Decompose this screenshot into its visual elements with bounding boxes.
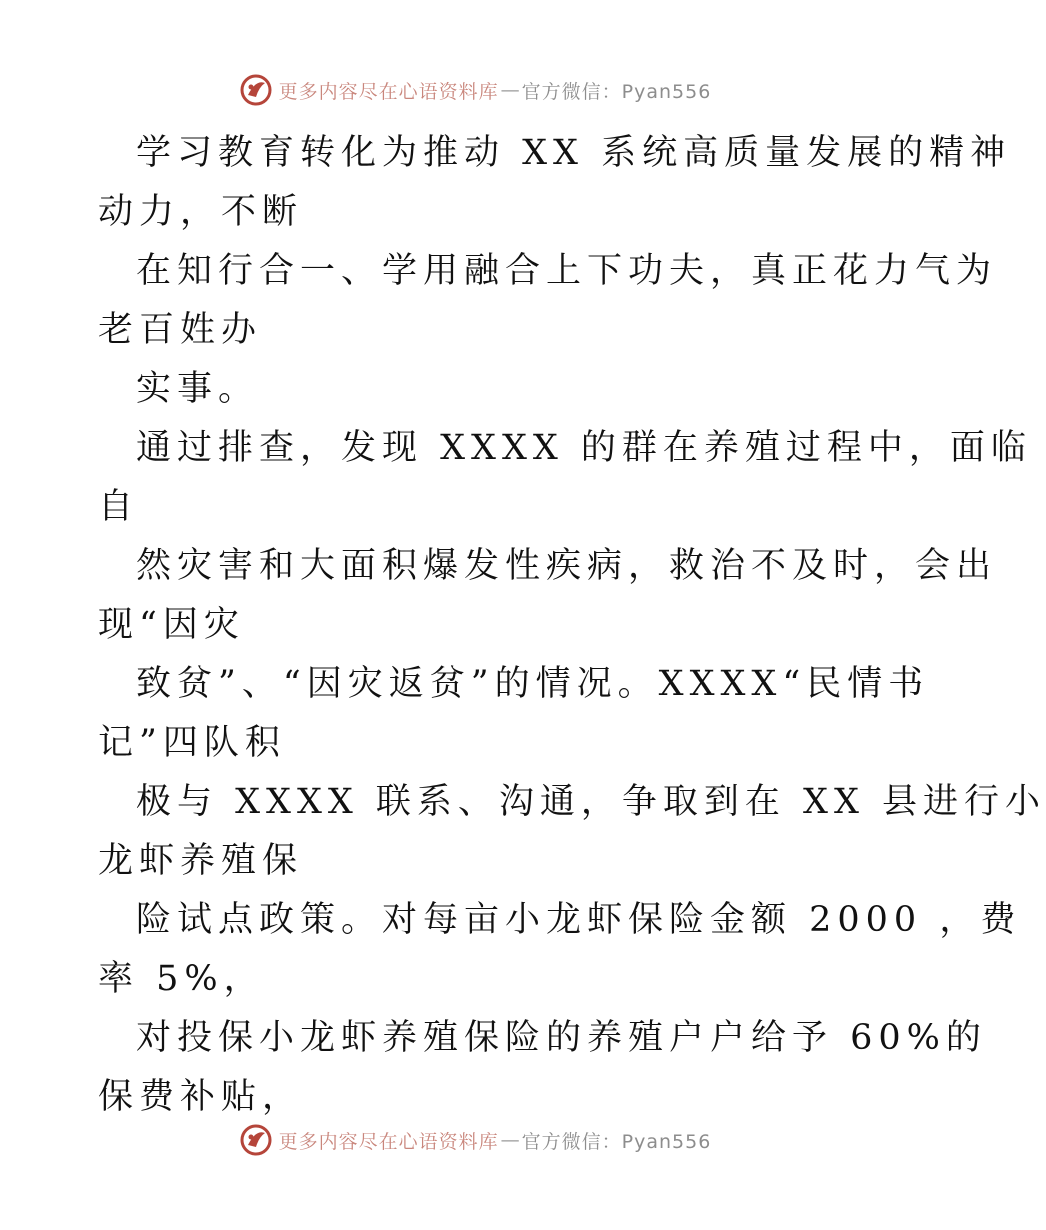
header-watermark (0, 70, 950, 110)
body-line: 对投保小龙虾养殖保险的养殖户户给予 60%的 (136, 1018, 987, 1058)
body-line: 通过排查，发现 XXXX 的群在养殖过程中，面临 (136, 428, 1032, 468)
body-line: 实事。 (136, 369, 260, 409)
body-line: 在知行合一、学用融合上下功夫，真正花力气为 (136, 251, 998, 291)
brand-logo-icon (239, 73, 273, 107)
body-line: 保费补贴， (98, 1077, 304, 1117)
watermark-brand: 更多内容尽在心语资料库 (278, 80, 499, 103)
watermark-separator: — (500, 79, 520, 101)
body-line: 极与 XXXX 联系、沟通，争取到在 XX 县进行小 (136, 782, 1046, 822)
body-line: 龙虾养殖保 (98, 841, 304, 881)
body-line: 学习教育转化为推动 XX 系统高质量发展的精神 (136, 133, 1012, 173)
watermark-contact: 官方微信：Pyan556 (521, 80, 712, 103)
body-line: 率 5%， (98, 959, 265, 999)
footer-watermark (0, 1120, 950, 1160)
body-line: 现“因灾 (98, 605, 245, 645)
brand-logo-icon (239, 1123, 273, 1157)
document-body (98, 124, 1046, 1127)
body-line: 动力，不断 (98, 192, 304, 232)
body-line: 致贫”、“因灾返贫”的情况。XXXX“民情书 (136, 664, 930, 704)
body-line: 险试点政策。对每亩小龙虾保险金额 2000 ，费 (136, 900, 1022, 940)
body-line: 老百姓办 (98, 310, 263, 350)
watermark-separator: — (500, 1129, 520, 1151)
body-line: 自 (98, 487, 140, 527)
watermark-brand: 更多内容尽在心语资料库 (278, 1130, 499, 1153)
body-line: 然灾害和大面积爆发性疾病，救治不及时，会出 (136, 546, 998, 586)
body-line: 记”四队积 (98, 723, 286, 763)
watermark-contact: 官方微信：Pyan556 (521, 1130, 712, 1153)
